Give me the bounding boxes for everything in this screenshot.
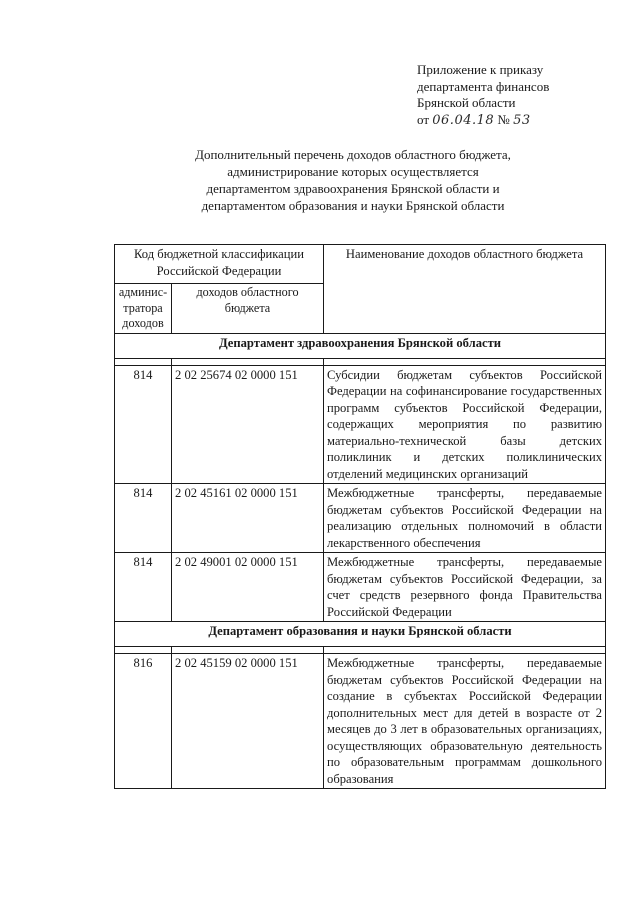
heading-line-4: департаментом образования и науки Брянской области [201, 198, 505, 213]
document-heading [150, 146, 556, 214]
spacer-cell [324, 647, 606, 654]
table-row [115, 553, 606, 622]
handwritten-number: 53 [513, 112, 531, 128]
section-row [115, 333, 606, 358]
section-row [115, 622, 606, 647]
handwritten-date: 06.04.18 [432, 112, 495, 128]
table-row [115, 484, 606, 553]
header-income: доходов областного бюджета [172, 284, 324, 334]
kbk-code-cell: 2 02 45161 02 0000 151 [172, 484, 324, 553]
heading-line-3: департаментом здравоохранения Брянской области и [206, 181, 500, 196]
spacer-row [115, 358, 606, 365]
kbk-code-cell: 2 02 45159 02 0000 151 [172, 654, 324, 789]
header-row [115, 245, 606, 284]
appendix-line-1: Приложение к приказу [417, 62, 544, 77]
admin-code-cell: 814 [115, 484, 172, 553]
spacer-cell [115, 647, 172, 654]
admin-code-cell: 814 [115, 553, 172, 622]
appendix-line-3: Брянской области [417, 95, 516, 110]
kbk-code-cell: 2 02 25674 02 0000 151 [172, 365, 324, 484]
appendix-line-2: департамента финансов [417, 78, 550, 94]
header-name: Наименование доходов областного бюджета [324, 245, 606, 334]
header-admin: админис-тратора доходов [115, 284, 172, 334]
spacer-cell [172, 647, 324, 654]
admin-code-cell: 814 [115, 365, 172, 484]
income-name-cell: Межбюджетные трансферты, передаваемые бюджетам субъектов Российской Федерации, за счет средств резервного фонда Правительства Российской Федерации [324, 553, 606, 622]
income-table [114, 244, 606, 789]
header-code-group: Код бюджетной классификации Российской Федерации [115, 245, 324, 284]
income-name-cell: Межбюджетные трансферты, передаваемые бюджетам субъектов Российской Федерации на реализацию отдельных полномочий в области лекарственного обеспечения [324, 484, 606, 553]
spacer-cell [324, 358, 606, 365]
appendix-date-line [417, 112, 617, 130]
spacer-cell [172, 358, 324, 365]
kbk-code-cell: 2 02 49001 02 0000 151 [172, 553, 324, 622]
table-row [115, 365, 606, 484]
number-sign: № [497, 111, 510, 127]
date-prefix: от [417, 111, 430, 127]
appendix-block [417, 62, 617, 129]
income-table-body [115, 245, 606, 789]
heading-line-2: администрирование которых осуществляется [227, 164, 479, 179]
income-name-cell: Субсидии бюджетам субъектов Российской Федерации на софинансирование государственных программ субъектов Российской Федерации, содержащих мероприятия по развитию материально-технической базы детских поликлиник и детских поликлинических отделений медицинских организаций [324, 365, 606, 484]
heading-line-1: Дополнительный перечень доходов областного бюджета, [195, 147, 511, 162]
spacer-row [115, 647, 606, 654]
admin-code-cell: 816 [115, 654, 172, 789]
spacer-cell [115, 358, 172, 365]
section-title: Департамент здравоохранения Брянской области [115, 333, 606, 358]
section-title: Департамент образования и науки Брянской области [115, 622, 606, 647]
income-name-cell: Межбюджетные трансферты, передаваемые бюджетам субъектов Российской Федерации на создание в субъектах Российской Федерации дополнительных мест для детей в возрасте от 2 месяцев до 3 лет в образовательных организациях, осуществляющих образовательную деятельность по образовательным программам дошкольного образования [324, 654, 606, 789]
table-row [115, 654, 606, 789]
